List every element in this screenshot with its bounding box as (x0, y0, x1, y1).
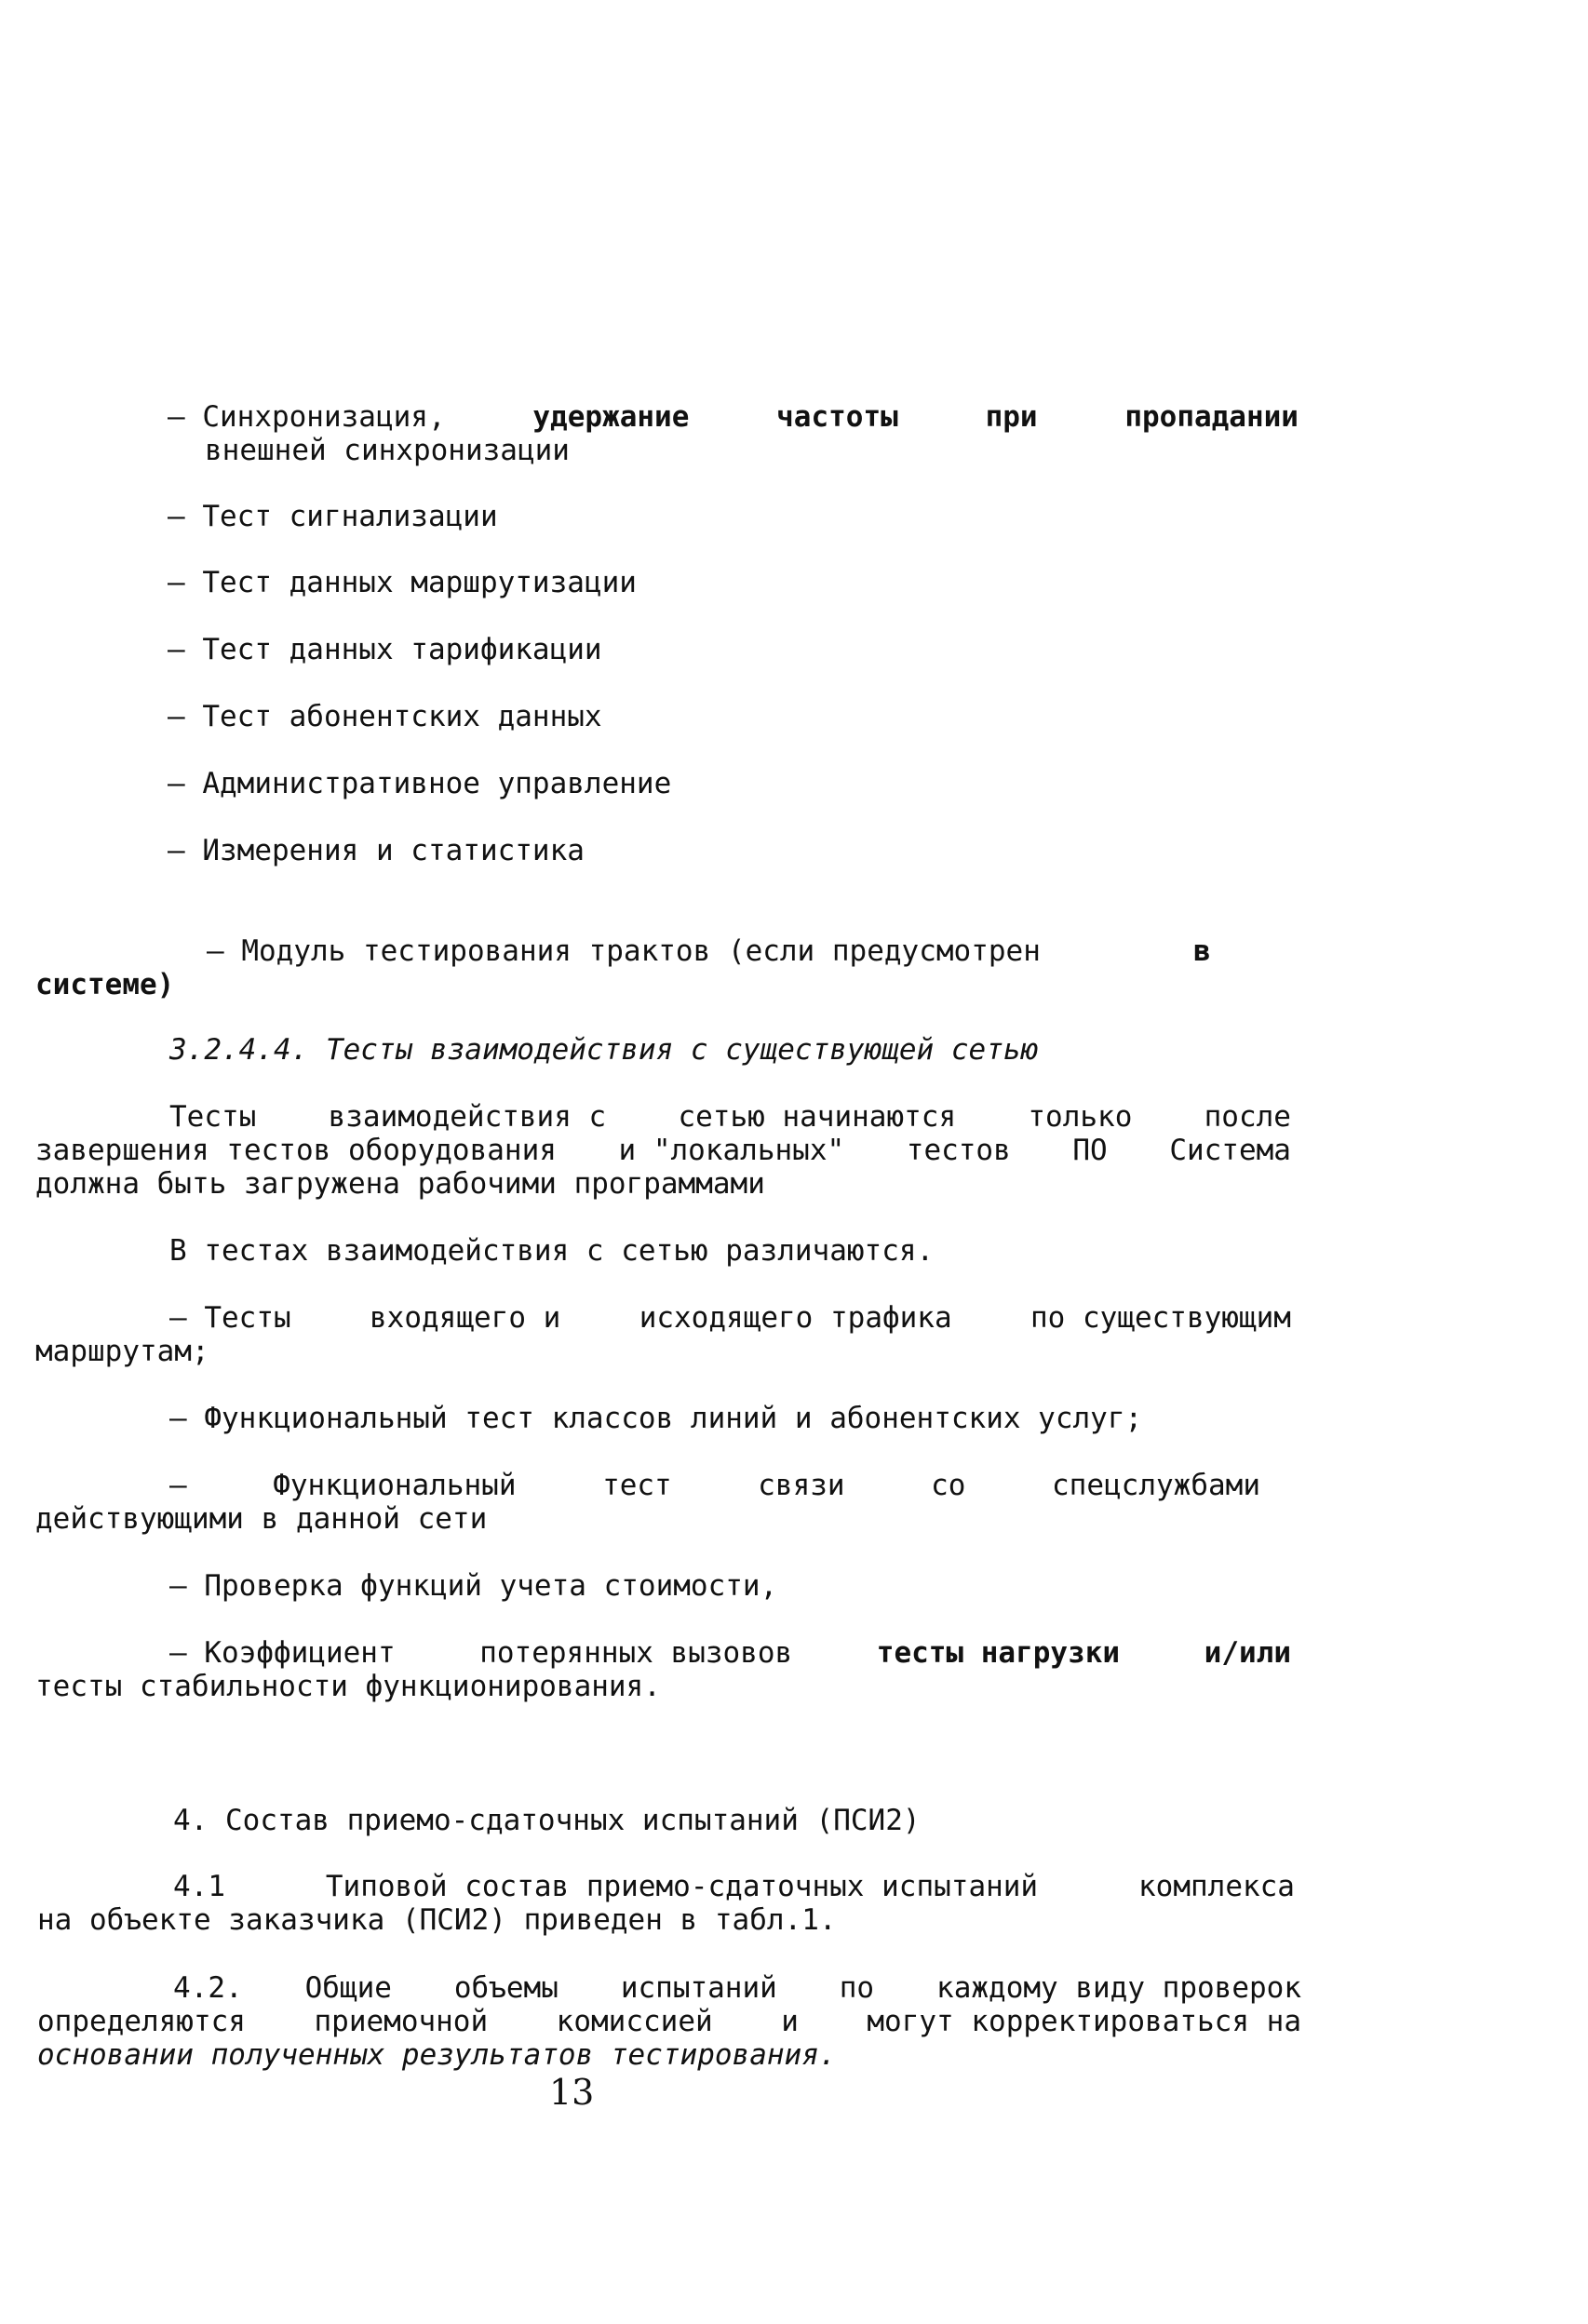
paragraph-line: должна быть загружена рабочими программами (35, 1167, 765, 1201)
text-fragment: могут корректироваться на (867, 2005, 1301, 2038)
text-fragment: связи (758, 1469, 845, 1502)
text-fragment: комплекса (1138, 1870, 1295, 1903)
text-fragment: Общие (304, 1971, 392, 2005)
paragraph-line (35, 1134, 1291, 1167)
text-fragment: объемы (453, 1971, 558, 2005)
list-item-emergency (169, 1469, 1260, 1502)
text-fragment: испытаний (620, 1971, 777, 2005)
text-fragment: – Тесты (169, 1301, 291, 1335)
text-fragment: удержание (532, 400, 690, 434)
text-fragment: взаимодействия с (328, 1100, 607, 1134)
text-fragment: после (1204, 1100, 1291, 1134)
text-fragment: пропадании (1124, 400, 1299, 434)
text-fragment: 4.1 (173, 1870, 225, 1903)
list-item-lost-calls (169, 1636, 1291, 1670)
text-fragment: каждому виду проверок (936, 1971, 1301, 2005)
text-fragment: – (169, 1469, 187, 1502)
list-item-line-classes: – Функциональный тест классов линий и абонентских услуг; (169, 1402, 1143, 1435)
list-item-emergency-line2: действующими в данной сети (35, 1502, 488, 1536)
text-fragment: – Синхронизация, (168, 400, 446, 434)
list-item-subscriber: – Тест абонентских данных (168, 700, 602, 733)
list-item-measure: – Измерения и статистика (168, 834, 585, 867)
list-item-lost-calls-line2: тесты стабильности функционирования. (35, 1670, 661, 1703)
text-fragment: спецслужбами (1052, 1469, 1260, 1502)
text-fragment: со (931, 1469, 966, 1502)
text-fragment: и/или (1204, 1636, 1291, 1670)
module-line2: системе) (35, 968, 175, 1001)
text-fragment: тест (602, 1469, 672, 1502)
page-number: 13 (549, 2072, 595, 2113)
paragraph-line: В тестах взаимодействия с сетью различаются. (169, 1234, 935, 1268)
text-fragment: комиссией (556, 2005, 713, 2038)
text-fragment: частоты (776, 400, 898, 434)
list-item-routing: – Тест данных маршрутизации (168, 566, 637, 599)
list-item-admin: – Административное управление (168, 767, 672, 800)
list-item-signal: – Тест сигнализации (168, 500, 498, 533)
module-line1-end: в (1193, 934, 1211, 968)
list-item-traffic (169, 1301, 1291, 1335)
text-fragment: при (985, 400, 1038, 434)
paragraph-line (169, 1100, 1291, 1134)
text-fragment: входящего и (370, 1301, 561, 1335)
text-fragment: Типовой состав приемо-сдаточных испытаний (325, 1870, 1039, 1903)
text-fragment: тесты нагрузки (876, 1636, 1121, 1670)
section-heading-3244: 3.2.4.4. Тесты взаимодействия с существующей сетью (169, 1033, 1039, 1067)
text-fragment: Тесты (169, 1100, 257, 1134)
list-item-traffic-line2: маршрутам; (35, 1335, 209, 1368)
text-fragment: исходящего трафика (639, 1301, 952, 1335)
text-fragment: сетью начинаются (678, 1100, 957, 1134)
text-fragment: ПО (1072, 1134, 1108, 1167)
list-item-sync-line2: внешней синхронизации (205, 434, 570, 467)
list-item-tariff: – Тест данных тарификации (168, 633, 602, 666)
text-fragment: тестов (906, 1134, 1011, 1167)
list-item-sync-line1 (168, 400, 1299, 434)
list-item-billing: – Проверка функций учета стоимости, (169, 1569, 778, 1603)
paragraph-42-line1 (173, 1971, 1301, 2005)
paragraph-42-line2 (37, 2005, 1301, 2038)
section-heading-4: 4. Состав приемо-сдаточных испытаний (ПСИ2) (173, 1804, 921, 1837)
text-fragment: 4.2. (173, 1971, 243, 2005)
text-fragment: и "локальных" (618, 1134, 845, 1167)
paragraph-41-line1 (173, 1870, 1295, 1903)
paragraph-41-line2: на объекте заказчика (ПСИ2) приведен в табл.1. (37, 1903, 837, 1937)
text-fragment: Функциональный (273, 1469, 517, 1502)
text-fragment: приемочной (314, 2005, 489, 2038)
module-line1: – Модуль тестирования трактов (если предусмотрен (207, 934, 1041, 968)
text-fragment: только (1028, 1100, 1133, 1134)
text-fragment: потерянных вызовов (479, 1636, 793, 1670)
text-fragment: по (839, 1971, 875, 2005)
text-fragment: определяются (37, 2005, 246, 2038)
text-fragment: по существующим (1030, 1301, 1291, 1335)
text-fragment: завершения тестов оборудования (35, 1134, 557, 1167)
text-fragment: и (781, 2005, 799, 2038)
text-fragment: – Коэффициент (169, 1636, 396, 1670)
text-fragment: Система (1169, 1134, 1291, 1167)
paragraph-42-line3: основании полученных результатов тестирования. (37, 2038, 837, 2072)
